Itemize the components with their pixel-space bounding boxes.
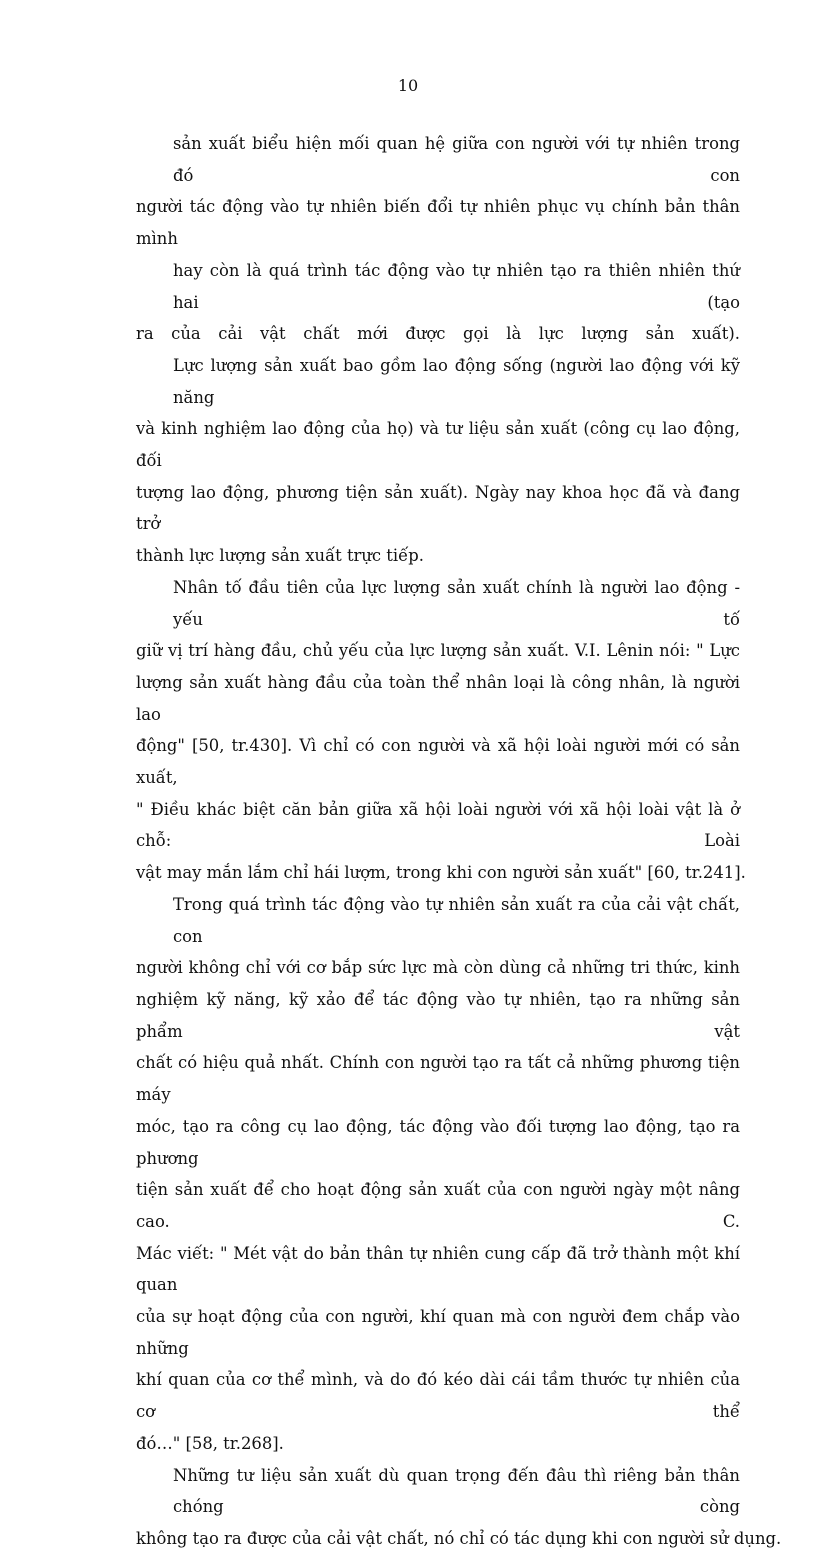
text-line: chất có hiệu quả nhất. Chính con người tạo ra tất cả những phương tiện máy xyxy=(136,1053,740,1105)
text-line: đó…" [58, tr.268]. xyxy=(136,1433,284,1453)
paragraph-1 xyxy=(136,128,740,255)
paragraph-4 xyxy=(136,572,746,889)
text-line: " Điều khác biệt căn bản giữa xã hội loài người với xã hội loài vật là ở chỗ: Loài xyxy=(136,799,740,851)
text-line: Lực lượng sản xuất bao gồm lao động sống (người lao động với kỹ năng xyxy=(173,355,740,407)
text-line: hay còn là quá trình tác động vào tự nhiên tạo ra thiên nhiên thứ hai (tạo xyxy=(173,260,740,312)
text-line: lượng sản xuất hàng đầu của toàn thể nhân loại là công nhân, là người lao xyxy=(136,672,740,724)
text-line: ra của cải vật chất mới được gọi là lực lượng sản xuất). xyxy=(136,324,740,344)
text-line: Mác viết: " Mét vật do bản thân tự nhiên cung cấp đã trở thành một khí quan xyxy=(136,1243,740,1295)
paragraph-2 xyxy=(136,255,740,350)
text-line: tiện sản xuất để cho hoạt động sản xuất của con người ngày một nâng cao. C. xyxy=(136,1180,740,1231)
text-line: không tạo ra được của cải vật chất, nó chỉ có tác dụng khi con người sử dụng. xyxy=(136,1528,782,1548)
text-line: giữ vị trí hàng đầu, chủ yếu của lực lượng sản xuất. V.I. Lênin nói: " Lực xyxy=(136,641,740,661)
paragraph-3 xyxy=(136,350,740,572)
text-line: thành lực lượng sản xuất trực tiếp. xyxy=(136,546,424,566)
paragraph-5 xyxy=(136,889,740,1460)
text-line: Nhân tố đầu tiên của lực lượng sản xuất chính là người lao động - yếu tố xyxy=(173,577,740,629)
text-line: khí quan của cơ thể mình, và do đó kéo dài cái tầm thước tự nhiên của cơ thể xyxy=(136,1370,740,1422)
text-line: và kinh nghiệm lao động của họ) và tư liệu sản xuất (công cụ lao động, đối xyxy=(136,419,740,471)
text-line: Trong quá trình tác động vào tự nhiên sản xuất ra của cải vật chất, con xyxy=(173,894,740,946)
text-line: móc, tạo ra công cụ lao động, tác động vào đối tượng lao động, tạo ra phương xyxy=(136,1116,740,1168)
text-line: vật may mắn lắm chỉ hái lượm, trong khi con người sản xuất" [60, tr.241]. xyxy=(136,863,746,883)
text-line: người không chỉ với cơ bắp sức lực mà còn dùng cả những tri thức, kinh xyxy=(136,958,740,978)
text-line: động" [50, tr.430]. Vì chỉ có con người và xã hội loài người mới có sản xuất, xyxy=(136,736,740,788)
page-number: 10 xyxy=(397,76,419,95)
body-text xyxy=(136,128,782,1555)
text-line: của sự hoạt động của con người, khí quan mà con người đem chắp vào những xyxy=(136,1307,740,1358)
text-line: Những tư liệu sản xuất dù quan trọng đến đâu thì riêng bản thân chóng còng xyxy=(173,1465,740,1517)
text-line: người tác động vào tự nhiên biến đổi tự nhiên phục vụ chính bản thân mình xyxy=(136,197,740,249)
paragraph-6 xyxy=(136,1460,782,1555)
text-line: tượng lao động, phương tiện sản xuất). Ngày nay khoa học đã và đang trở xyxy=(136,482,740,534)
text-line: sản xuất biểu hiện mối quan hệ giữa con người với tự nhiên trong đó con xyxy=(173,134,740,185)
text-line: nghiệm kỹ năng, kỹ xảo để tác động vào tự nhiên, tạo ra những sản phẩm vật xyxy=(136,989,740,1041)
